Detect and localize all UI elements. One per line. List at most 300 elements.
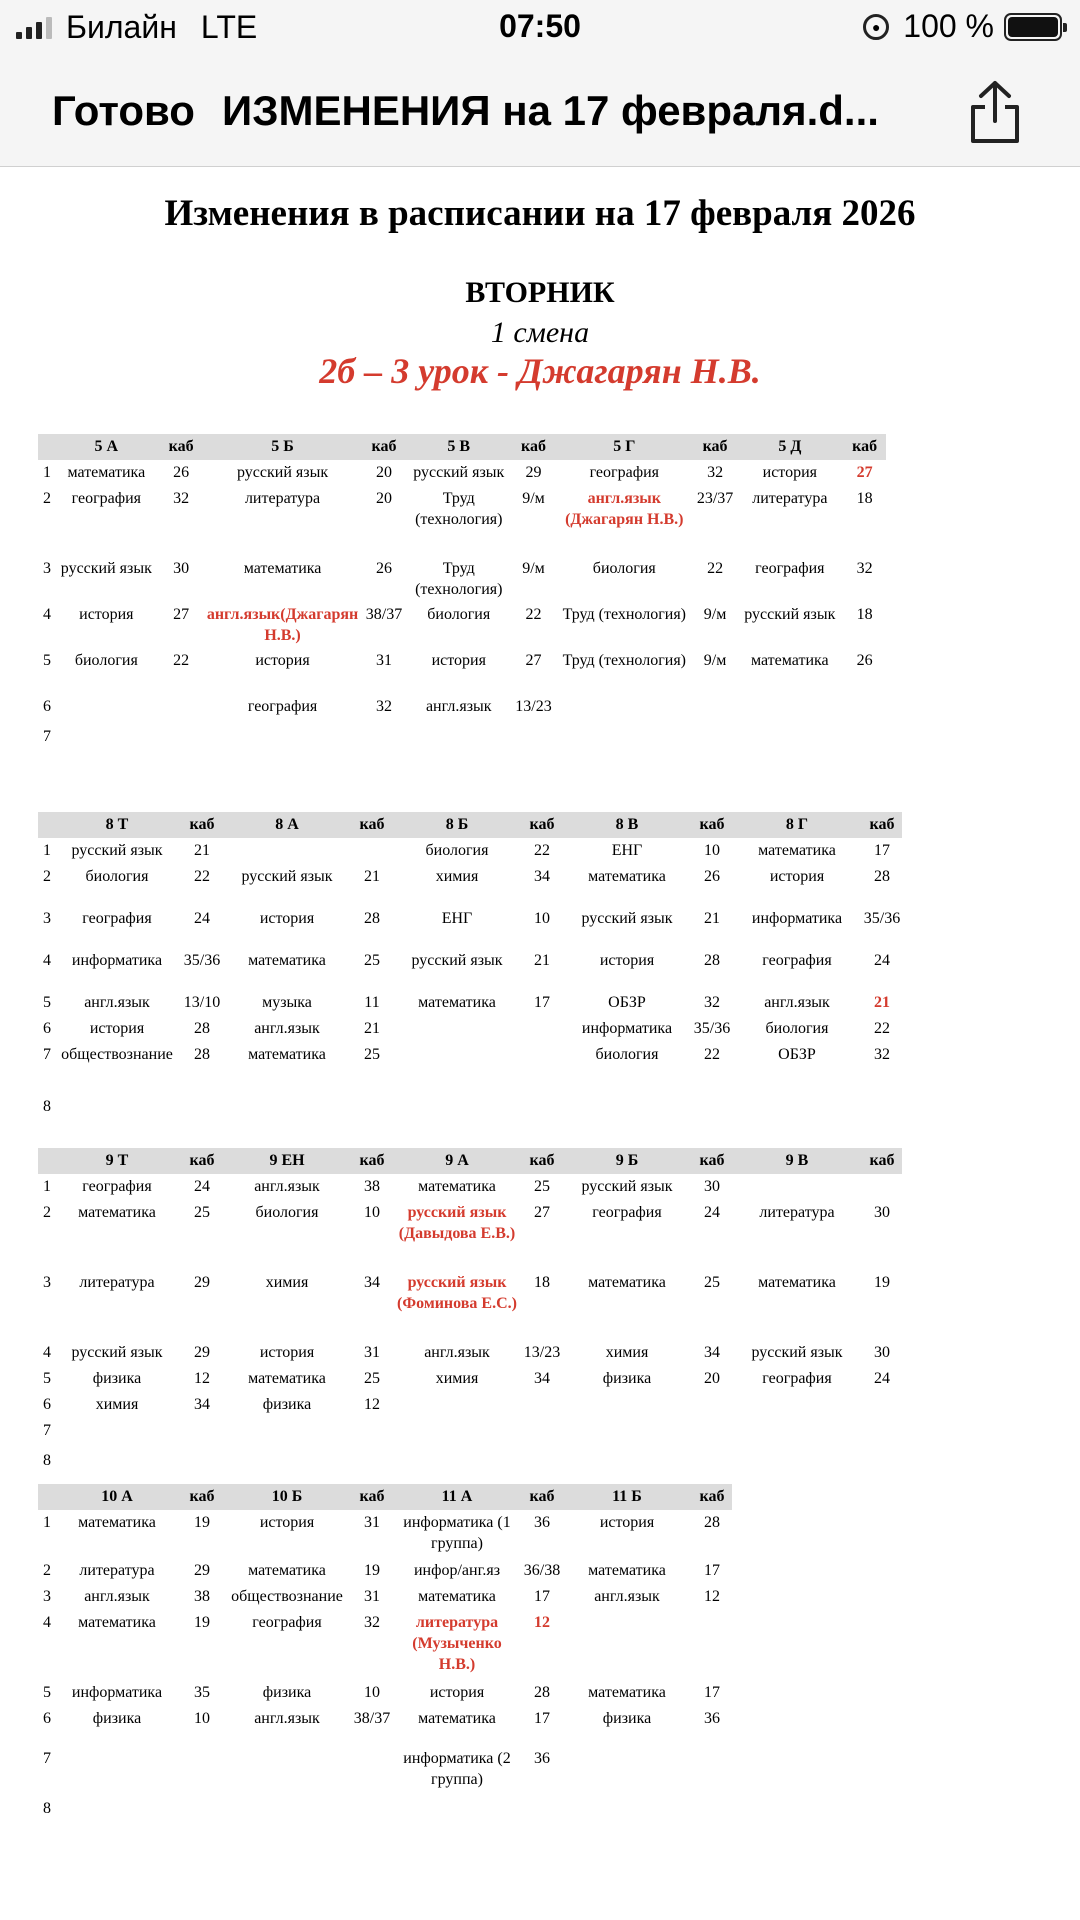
room-cell: 28 xyxy=(704,1514,720,1531)
lesson-number: 6 xyxy=(43,1020,51,1037)
subject-cell xyxy=(562,1418,692,1448)
subject-cell: англ.язык xyxy=(424,1344,490,1361)
subject-cell: биология xyxy=(595,1046,659,1063)
subject-cell: математика xyxy=(243,560,322,577)
subject-cell: история xyxy=(89,1020,145,1037)
subject-cell: химия xyxy=(605,1344,649,1361)
class-header: 9 В xyxy=(732,1148,862,1174)
room-cell xyxy=(182,1796,222,1836)
room-cell: 28 xyxy=(534,1684,550,1701)
subject-cell: англ.язык xyxy=(254,1710,320,1727)
subject-cell: русский язык xyxy=(71,1344,163,1361)
lesson-row xyxy=(38,838,902,864)
subject-cell xyxy=(736,724,843,794)
class-header: 9 ЕН xyxy=(222,1148,352,1174)
subject-cell: математика xyxy=(588,1684,666,1701)
subject-cell: англ.язык xyxy=(764,994,830,1011)
room-cell: 22 xyxy=(707,560,724,577)
room-cell xyxy=(843,694,886,724)
room-cell: 23/37 xyxy=(696,490,734,507)
subject-cell: география xyxy=(762,1370,832,1387)
room-cell: 25 xyxy=(364,952,380,969)
subject-cell: англ.язык xyxy=(84,1588,150,1605)
class-header: 11 Б xyxy=(562,1484,692,1510)
room-header: каб xyxy=(160,434,203,460)
lesson-number: 4 xyxy=(43,952,51,969)
clock: 07:50 xyxy=(499,8,581,44)
lesson-number: 7 xyxy=(43,1046,51,1063)
share-icon[interactable] xyxy=(965,77,1025,147)
lesson-number-header xyxy=(38,1148,52,1174)
room-cell: 17 xyxy=(534,1588,550,1605)
room-header: каб xyxy=(363,434,406,460)
class-header: 8 Т xyxy=(52,812,182,838)
room-cell: 31 xyxy=(364,1344,380,1361)
subject-cell xyxy=(555,694,694,724)
lesson-row xyxy=(38,694,886,724)
room-cell: 19 xyxy=(194,1514,210,1531)
class-header: 9 Б xyxy=(562,1148,692,1174)
room-cell: 36 xyxy=(534,1514,550,1531)
lesson-row xyxy=(38,602,886,648)
subject-cell xyxy=(732,1392,862,1418)
lesson-row xyxy=(38,724,886,794)
document-title: ИЗМЕНЕНИЯ на 17 февраля.d... xyxy=(222,87,879,134)
room-cell xyxy=(694,724,737,794)
room-cell: 24 xyxy=(194,1178,210,1195)
room-cell: 29 xyxy=(194,1562,210,1579)
room-header: каб xyxy=(352,1148,392,1174)
room-header: каб xyxy=(512,434,555,460)
room-cell xyxy=(352,1796,392,1836)
subject-cell: Труд (технология) xyxy=(562,606,687,623)
subject-cell: география xyxy=(755,560,825,577)
room-header: каб xyxy=(862,1148,902,1174)
room-cell: 21 xyxy=(704,910,720,927)
room-cell xyxy=(182,1094,222,1146)
lesson-number: 5 xyxy=(43,652,51,669)
room-cell: 22 xyxy=(173,652,190,669)
subject-cell: география xyxy=(592,1204,662,1221)
subject-cell: география xyxy=(252,1614,322,1631)
room-cell xyxy=(182,1448,222,1474)
room-cell xyxy=(352,1418,392,1448)
room-cell xyxy=(160,694,203,724)
room-cell: 31 xyxy=(364,1588,380,1605)
room-cell: 27 xyxy=(534,1204,550,1221)
lesson-number: 2 xyxy=(43,490,51,507)
lesson-number: 1 xyxy=(43,1178,51,1195)
room-cell: 27 xyxy=(525,652,542,669)
lesson-number: 4 xyxy=(43,1344,51,1361)
room-cell xyxy=(182,1746,222,1796)
room-cell: 22 xyxy=(525,606,542,623)
subject-cell xyxy=(562,1448,692,1474)
lesson-number: 5 xyxy=(43,1370,51,1387)
lesson-row xyxy=(38,1270,902,1340)
lesson-row xyxy=(38,1680,732,1706)
room-cell xyxy=(862,1094,902,1146)
class-header: 5 Д xyxy=(736,434,843,460)
battery-icon xyxy=(1004,13,1062,41)
subject-cell: англ.язык xyxy=(254,1178,320,1195)
subject-cell: ОБЗР xyxy=(608,994,646,1011)
room-cell: 26 xyxy=(173,464,190,481)
done-button[interactable]: Готово xyxy=(52,87,195,134)
battery-percent: 100 % xyxy=(903,8,994,44)
room-cell: 32 xyxy=(364,1614,380,1631)
header-row xyxy=(38,434,886,460)
room-cell xyxy=(352,838,392,864)
lesson-number-header xyxy=(38,434,53,460)
lesson-row xyxy=(38,486,886,556)
subject-cell: ЕНГ xyxy=(611,842,643,859)
class-header: 8 Г xyxy=(732,812,862,838)
subject-cell: химия xyxy=(435,868,479,885)
subject-cell xyxy=(555,724,694,794)
lesson-row xyxy=(38,906,902,948)
subject-cell xyxy=(405,724,512,794)
subject-cell: англ.язык xyxy=(594,1588,660,1605)
class-header: 5 В xyxy=(405,434,512,460)
subject-cell: математика xyxy=(588,1274,666,1291)
subject-cell xyxy=(732,1094,862,1146)
lesson-number: 1 xyxy=(43,464,51,481)
subject-cell xyxy=(562,1796,692,1836)
room-cell: 30 xyxy=(704,1178,720,1195)
room-cell xyxy=(843,724,886,794)
lesson-number: 6 xyxy=(43,698,51,715)
room-cell: 34 xyxy=(704,1344,720,1361)
room-cell: 10 xyxy=(364,1204,380,1221)
lesson-number: 4 xyxy=(43,606,51,623)
shift-label: 1 смена xyxy=(490,316,590,349)
subject-cell: русский язык xyxy=(237,464,329,481)
room-cell: 17 xyxy=(534,1710,550,1727)
room-cell: 36 xyxy=(704,1710,720,1727)
subject-cell: биология xyxy=(425,842,489,859)
subject-cell xyxy=(392,1016,522,1042)
subject-cell: математика xyxy=(78,1514,156,1531)
subject-cell: русский язык xyxy=(60,560,152,577)
subject-cell xyxy=(562,1746,692,1796)
subject-cell: история xyxy=(259,1514,315,1531)
lesson-number-header xyxy=(38,1484,52,1510)
subject-cell xyxy=(562,1610,692,1680)
room-cell: 32 xyxy=(707,464,724,481)
room-cell: 9/м xyxy=(522,560,545,577)
lesson-number: 8 xyxy=(43,1452,51,1469)
lesson-row xyxy=(38,1042,902,1094)
subject-cell: русский язык xyxy=(241,868,333,885)
room-cell xyxy=(694,694,737,724)
room-cell: 28 xyxy=(194,1046,210,1063)
lesson-row xyxy=(38,864,902,906)
subject-cell: физика xyxy=(92,1370,142,1387)
room-header: каб xyxy=(182,1148,222,1174)
room-cell: 26 xyxy=(704,868,720,885)
room-cell: 32 xyxy=(173,490,190,507)
subject-cell xyxy=(732,1418,862,1448)
lesson-row xyxy=(38,1418,902,1448)
room-cell: 20 xyxy=(376,490,392,507)
room-cell xyxy=(352,1094,392,1146)
subject-cell: история xyxy=(259,1344,315,1361)
subject-cell xyxy=(392,1418,522,1448)
subject-cell: история xyxy=(431,652,486,669)
subject-cell xyxy=(222,1094,352,1146)
subject-cell: информатика xyxy=(71,1684,163,1701)
room-cell: 13/23 xyxy=(523,1344,561,1361)
subject-cell: обществознание xyxy=(61,1046,173,1063)
room-cell: 10 xyxy=(194,1710,210,1727)
lesson-number: 7 xyxy=(43,728,51,745)
room-cell xyxy=(692,1418,732,1448)
schedule-table-grade-9 xyxy=(38,1148,902,1474)
lesson-number: 1 xyxy=(43,1514,51,1531)
room-cell: 24 xyxy=(874,1370,890,1387)
header-row xyxy=(38,812,902,838)
subject-cell: литература xyxy=(79,1274,155,1291)
subject-cell xyxy=(736,694,843,724)
subject-cell: музыка xyxy=(262,994,312,1011)
subject-cell: история xyxy=(762,464,817,481)
subject-cell: информатика xyxy=(71,952,163,969)
subject-cell: физика xyxy=(262,1396,312,1413)
lesson-number-header xyxy=(38,812,52,838)
subject-cell xyxy=(52,1796,182,1836)
subject-cell: русский язык xyxy=(581,1178,673,1195)
subject-cell: математика xyxy=(418,1178,496,1195)
room-cell: 32 xyxy=(704,994,720,1011)
subject-cell xyxy=(732,1174,862,1200)
lesson-number: 8 xyxy=(43,1098,51,1115)
subject-cell xyxy=(222,1796,352,1836)
room-header: каб xyxy=(522,812,562,838)
subject-cell: ОБЗР xyxy=(778,1046,816,1063)
subject-cell: история xyxy=(599,952,655,969)
room-cell: 27 xyxy=(856,464,873,481)
lesson-number: 6 xyxy=(43,1396,51,1413)
subject-cell: физика xyxy=(92,1710,142,1727)
page-title: Изменения в расписании на 17 февраля 2026 xyxy=(164,193,916,234)
room-cell: 24 xyxy=(874,952,890,969)
document-view[interactable] xyxy=(0,168,1080,1920)
subject-cell: история xyxy=(79,606,134,623)
room-cell: 32 xyxy=(874,1046,890,1063)
subject-cell: русский язык xyxy=(71,842,163,859)
subject-cell: литература xyxy=(759,1204,835,1221)
subject-cell: литература (Музыченко Н.В.) xyxy=(412,1614,502,1673)
room-cell xyxy=(862,1448,902,1474)
subject-cell: информатика (1 группа) xyxy=(403,1514,511,1552)
room-cell: 12 xyxy=(704,1588,720,1605)
subject-cell: математика xyxy=(758,1274,836,1291)
lesson-row xyxy=(38,1392,902,1418)
weekday-heading: ВТОРНИК xyxy=(465,276,615,309)
subject-cell: история xyxy=(255,652,310,669)
schedule-table-grade-5 xyxy=(38,434,886,794)
subject-cell: химия xyxy=(435,1370,479,1387)
room-cell: 30 xyxy=(874,1344,890,1361)
subject-cell: англ.язык xyxy=(84,994,150,1011)
room-cell: 35/36 xyxy=(183,952,221,969)
room-cell xyxy=(352,1448,392,1474)
room-cell xyxy=(522,1042,562,1094)
room-cell: 34 xyxy=(534,868,550,885)
room-cell: 34 xyxy=(364,1274,380,1291)
room-cell xyxy=(692,1392,732,1418)
lesson-row xyxy=(38,1340,902,1366)
lesson-number: 3 xyxy=(43,1588,51,1605)
lesson-number: 6 xyxy=(43,1710,51,1727)
room-cell: 11 xyxy=(364,994,380,1011)
class-header: 11 А xyxy=(392,1484,522,1510)
lesson-row xyxy=(38,1200,902,1270)
subject-cell: математика xyxy=(418,1710,496,1727)
room-cell: 35 xyxy=(194,1684,210,1701)
lesson-number: 4 xyxy=(43,1614,51,1631)
room-cell: 24 xyxy=(194,910,210,927)
room-cell xyxy=(692,1448,732,1474)
class-header: 8 В xyxy=(562,812,692,838)
lesson-number: 3 xyxy=(43,1274,51,1291)
room-cell: 36 xyxy=(534,1750,550,1767)
subject-cell: биология xyxy=(427,606,491,623)
room-cell: 17 xyxy=(874,842,890,859)
subject-cell: биология xyxy=(765,1020,829,1037)
class-header: 8 А xyxy=(222,812,352,838)
room-cell: 34 xyxy=(194,1396,210,1413)
subject-cell: география xyxy=(82,1178,152,1195)
room-cell: 31 xyxy=(376,652,392,669)
subject-cell xyxy=(222,838,352,864)
subject-cell xyxy=(392,1796,522,1836)
lesson-number: 2 xyxy=(43,868,51,885)
room-cell: 29 xyxy=(525,464,542,481)
subject-cell: математика xyxy=(78,1614,156,1631)
subject-cell: математика xyxy=(67,464,146,481)
subject-cell: математика xyxy=(248,952,326,969)
room-cell: 12 xyxy=(364,1396,380,1413)
room-cell: 30 xyxy=(874,1204,890,1221)
subject-cell xyxy=(52,1746,182,1796)
lesson-row xyxy=(38,1584,732,1610)
subject-cell: русский язык xyxy=(413,464,505,481)
subject-cell: математика xyxy=(588,868,666,885)
room-cell xyxy=(692,1746,732,1796)
room-cell: 25 xyxy=(704,1274,720,1291)
room-cell: 19 xyxy=(194,1614,210,1631)
subject-cell: русский язык xyxy=(751,1344,843,1361)
subject-cell: англ.язык xyxy=(425,698,492,715)
lesson-row xyxy=(38,990,902,1016)
room-header: каб xyxy=(862,812,902,838)
room-cell: 9/м xyxy=(703,652,727,669)
lesson-number: 2 xyxy=(43,1204,51,1221)
subject-cell xyxy=(222,1418,352,1448)
subject-cell: география xyxy=(589,464,659,481)
room-cell xyxy=(182,1418,222,1448)
class-header: 9 Т xyxy=(52,1148,182,1174)
lesson-number: 7 xyxy=(43,1750,51,1767)
subject-cell: обществознание xyxy=(231,1588,343,1605)
subject-cell xyxy=(392,1094,522,1146)
room-cell: 20 xyxy=(376,464,392,481)
room-cell: 25 xyxy=(364,1046,380,1063)
room-cell xyxy=(692,1610,732,1680)
room-cell: 9/м xyxy=(522,490,545,507)
subject-cell: информатика (2 группа) xyxy=(403,1750,511,1788)
header-row xyxy=(38,1484,732,1510)
room-cell: 31 xyxy=(364,1514,380,1531)
subject-cell: история xyxy=(769,868,825,885)
room-header: каб xyxy=(522,1148,562,1174)
room-header: каб xyxy=(352,812,392,838)
subject-cell: биология xyxy=(74,652,138,669)
network-type: LTE xyxy=(200,9,258,45)
room-cell: 21 xyxy=(534,952,550,969)
room-cell: 35/36 xyxy=(693,1020,731,1037)
subject-cell: физика xyxy=(602,1710,652,1727)
subject-cell: русский язык xyxy=(411,952,503,969)
subject-cell: история xyxy=(599,1514,655,1531)
room-cell: 38 xyxy=(364,1178,380,1195)
lesson-row xyxy=(38,1448,902,1474)
subject-cell: химия xyxy=(95,1396,139,1413)
schedule-table-grade-8 xyxy=(38,812,902,1146)
lesson-row xyxy=(38,460,886,486)
subject-cell: биология xyxy=(85,868,149,885)
room-cell: 22 xyxy=(194,868,210,885)
room-cell: 26 xyxy=(376,560,392,577)
subject-cell xyxy=(52,1094,182,1146)
subject-cell: история xyxy=(259,910,315,927)
room-cell: 29 xyxy=(194,1274,210,1291)
room-cell: 38 xyxy=(194,1588,210,1605)
room-cell: 22 xyxy=(704,1046,720,1063)
room-cell: 26 xyxy=(856,652,873,669)
lesson-row xyxy=(38,948,902,990)
room-cell: 9/м xyxy=(703,606,727,623)
subject-cell: математика xyxy=(588,1562,666,1579)
subject-cell xyxy=(202,724,362,794)
subject-cell xyxy=(53,694,160,724)
subject-cell: математика xyxy=(758,842,836,859)
room-cell xyxy=(862,1174,902,1200)
subject-cell: биология xyxy=(255,1204,319,1221)
subject-cell xyxy=(562,1392,692,1418)
subject-cell: литература xyxy=(752,490,828,507)
room-cell: 22 xyxy=(874,1020,890,1037)
room-cell: 35/36 xyxy=(863,910,901,927)
room-cell: 28 xyxy=(194,1020,210,1037)
room-cell: 32 xyxy=(856,560,873,577)
room-cell: 21 xyxy=(364,868,380,885)
room-cell: 17 xyxy=(704,1562,720,1579)
room-cell xyxy=(862,1392,902,1418)
subject-cell: Труд (технология) xyxy=(415,490,503,528)
subject-cell: математика xyxy=(248,1370,326,1387)
class-header: 5 Б xyxy=(202,434,362,460)
class-header: 10 Б xyxy=(222,1484,352,1510)
subject-cell xyxy=(52,1418,182,1448)
room-cell: 19 xyxy=(874,1274,890,1291)
lesson-number: 3 xyxy=(43,910,51,927)
lesson-row xyxy=(38,1706,732,1746)
room-cell: 28 xyxy=(704,952,720,969)
room-cell xyxy=(522,1094,562,1146)
